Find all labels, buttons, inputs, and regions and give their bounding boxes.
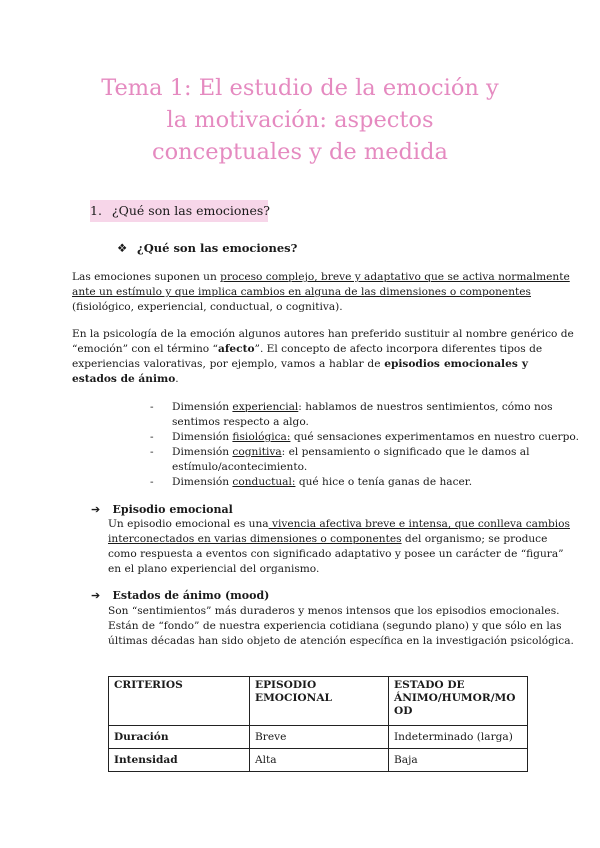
table-cell: Intensidad [109, 749, 250, 772]
paragraph-line: (fisiológico, experiencial, conductual, o cognitiva). [72, 301, 343, 313]
paragraph-line: últimas décadas han sido objeto de atención específica en la investigación psicológica. [108, 635, 574, 647]
paragraph-line: Están de “fondo” de nuestra experiencia cotidiana (segundo plano) y que sólo en las [108, 620, 562, 632]
dash-bullet: - [150, 476, 154, 488]
episodio-label: Episodio emocional [112, 503, 233, 516]
paragraph-line: interconectados en varias dimensiones o componentes del organismo; se produce [108, 533, 548, 545]
table-header-cell: ESTADO DE ÁNIMO/HUMOR/MO OD [389, 677, 528, 726]
diamond-bullet-icon: ❖ [117, 241, 128, 255]
table-cell: Breve [250, 726, 389, 749]
paragraph-line: “emoción” con el término “afecto”. El concepto de afecto incorpora diferentes tipos de [72, 343, 543, 355]
table-row [109, 726, 528, 749]
table-cell: Duración [109, 726, 250, 749]
title-line: la motivación: aspectos [166, 107, 434, 133]
table-header-cell: EPISODIO EMOCIONAL [250, 677, 389, 726]
title-line: conceptuales y de medida [152, 139, 448, 165]
paragraph-line: ante un estímulo y que implica cambios en alguna de las dimensiones o componentes [72, 286, 531, 298]
table-header-row [109, 677, 528, 726]
intro-paragraph [72, 270, 570, 315]
dash-bullet: - [150, 401, 154, 413]
subheading [117, 240, 297, 256]
paragraph-line: como respuesta a eventos con significado adaptativo y posee un carácter de “figura” [108, 548, 564, 560]
episodio-heading [91, 502, 233, 517]
section-heading [90, 200, 268, 222]
arrow-bullet-icon: ➔ [91, 503, 101, 516]
page-title [60, 72, 540, 168]
estados-heading [91, 588, 269, 603]
estados-paragraph [108, 604, 574, 649]
dimensions-list [150, 400, 579, 490]
table-header-cell: CRITERIOS [109, 677, 250, 726]
list-item: - Dimensión fisiológica: qué sensaciones experimentamos en nuestro cuerpo. [150, 431, 579, 443]
episodio-paragraph [108, 517, 570, 577]
table-cell: Alta [250, 749, 389, 772]
arrow-bullet-icon: ➔ [91, 589, 101, 602]
paragraph-line: Las emociones suponen un proceso complejo, breve y adaptativo que se activa normalmente [72, 271, 570, 283]
table-cell: Indeterminado (larga) [389, 726, 528, 749]
criteria-table [108, 676, 528, 772]
affect-paragraph [72, 327, 574, 387]
paragraph-line: en el plano experiencial del organismo. [108, 563, 320, 575]
title-line: Tema 1: El estudio de la emoción y [101, 75, 499, 101]
list-item: - Dimensión conductual: qué hice o tenía ganas de hacer. [150, 476, 473, 488]
paragraph-line: experiencias valorativas, por ejemplo, vamos a hablar de episodios emocionales y [72, 358, 528, 370]
paragraph-line: estados de ánimo. [72, 373, 179, 385]
section-number: 1. [90, 203, 102, 218]
list-item: - Dimensión cognitiva: el pensamiento o significado que le damos al estímulo/acontecimiento. [150, 446, 530, 473]
paragraph-line: Son “sentimientos” más duraderos y menos intensos que los episodios emocionales. [108, 605, 560, 617]
table-cell: Baja [389, 749, 528, 772]
dash-bullet: - [150, 431, 154, 443]
estados-label: Estados de ánimo (mood) [112, 589, 270, 602]
paragraph-line: En la psicología de la emoción algunos autores han preferido sustituir al nombre genérico de [72, 328, 574, 340]
list-item: - Dimensión experiencial: hablamos de nuestros sentimientos, cómo nos sentimos respecto a algo. [150, 401, 553, 428]
section-label: ¿Qué son las emociones? [111, 203, 270, 218]
paragraph-line: Un episodio emocional es una vivencia afectiva breve e intensa, que conlleva cambios [108, 518, 570, 530]
dash-bullet: - [150, 446, 154, 458]
table-row [109, 749, 528, 772]
subheading-label: ¿Qué son las emociones? [137, 241, 298, 255]
